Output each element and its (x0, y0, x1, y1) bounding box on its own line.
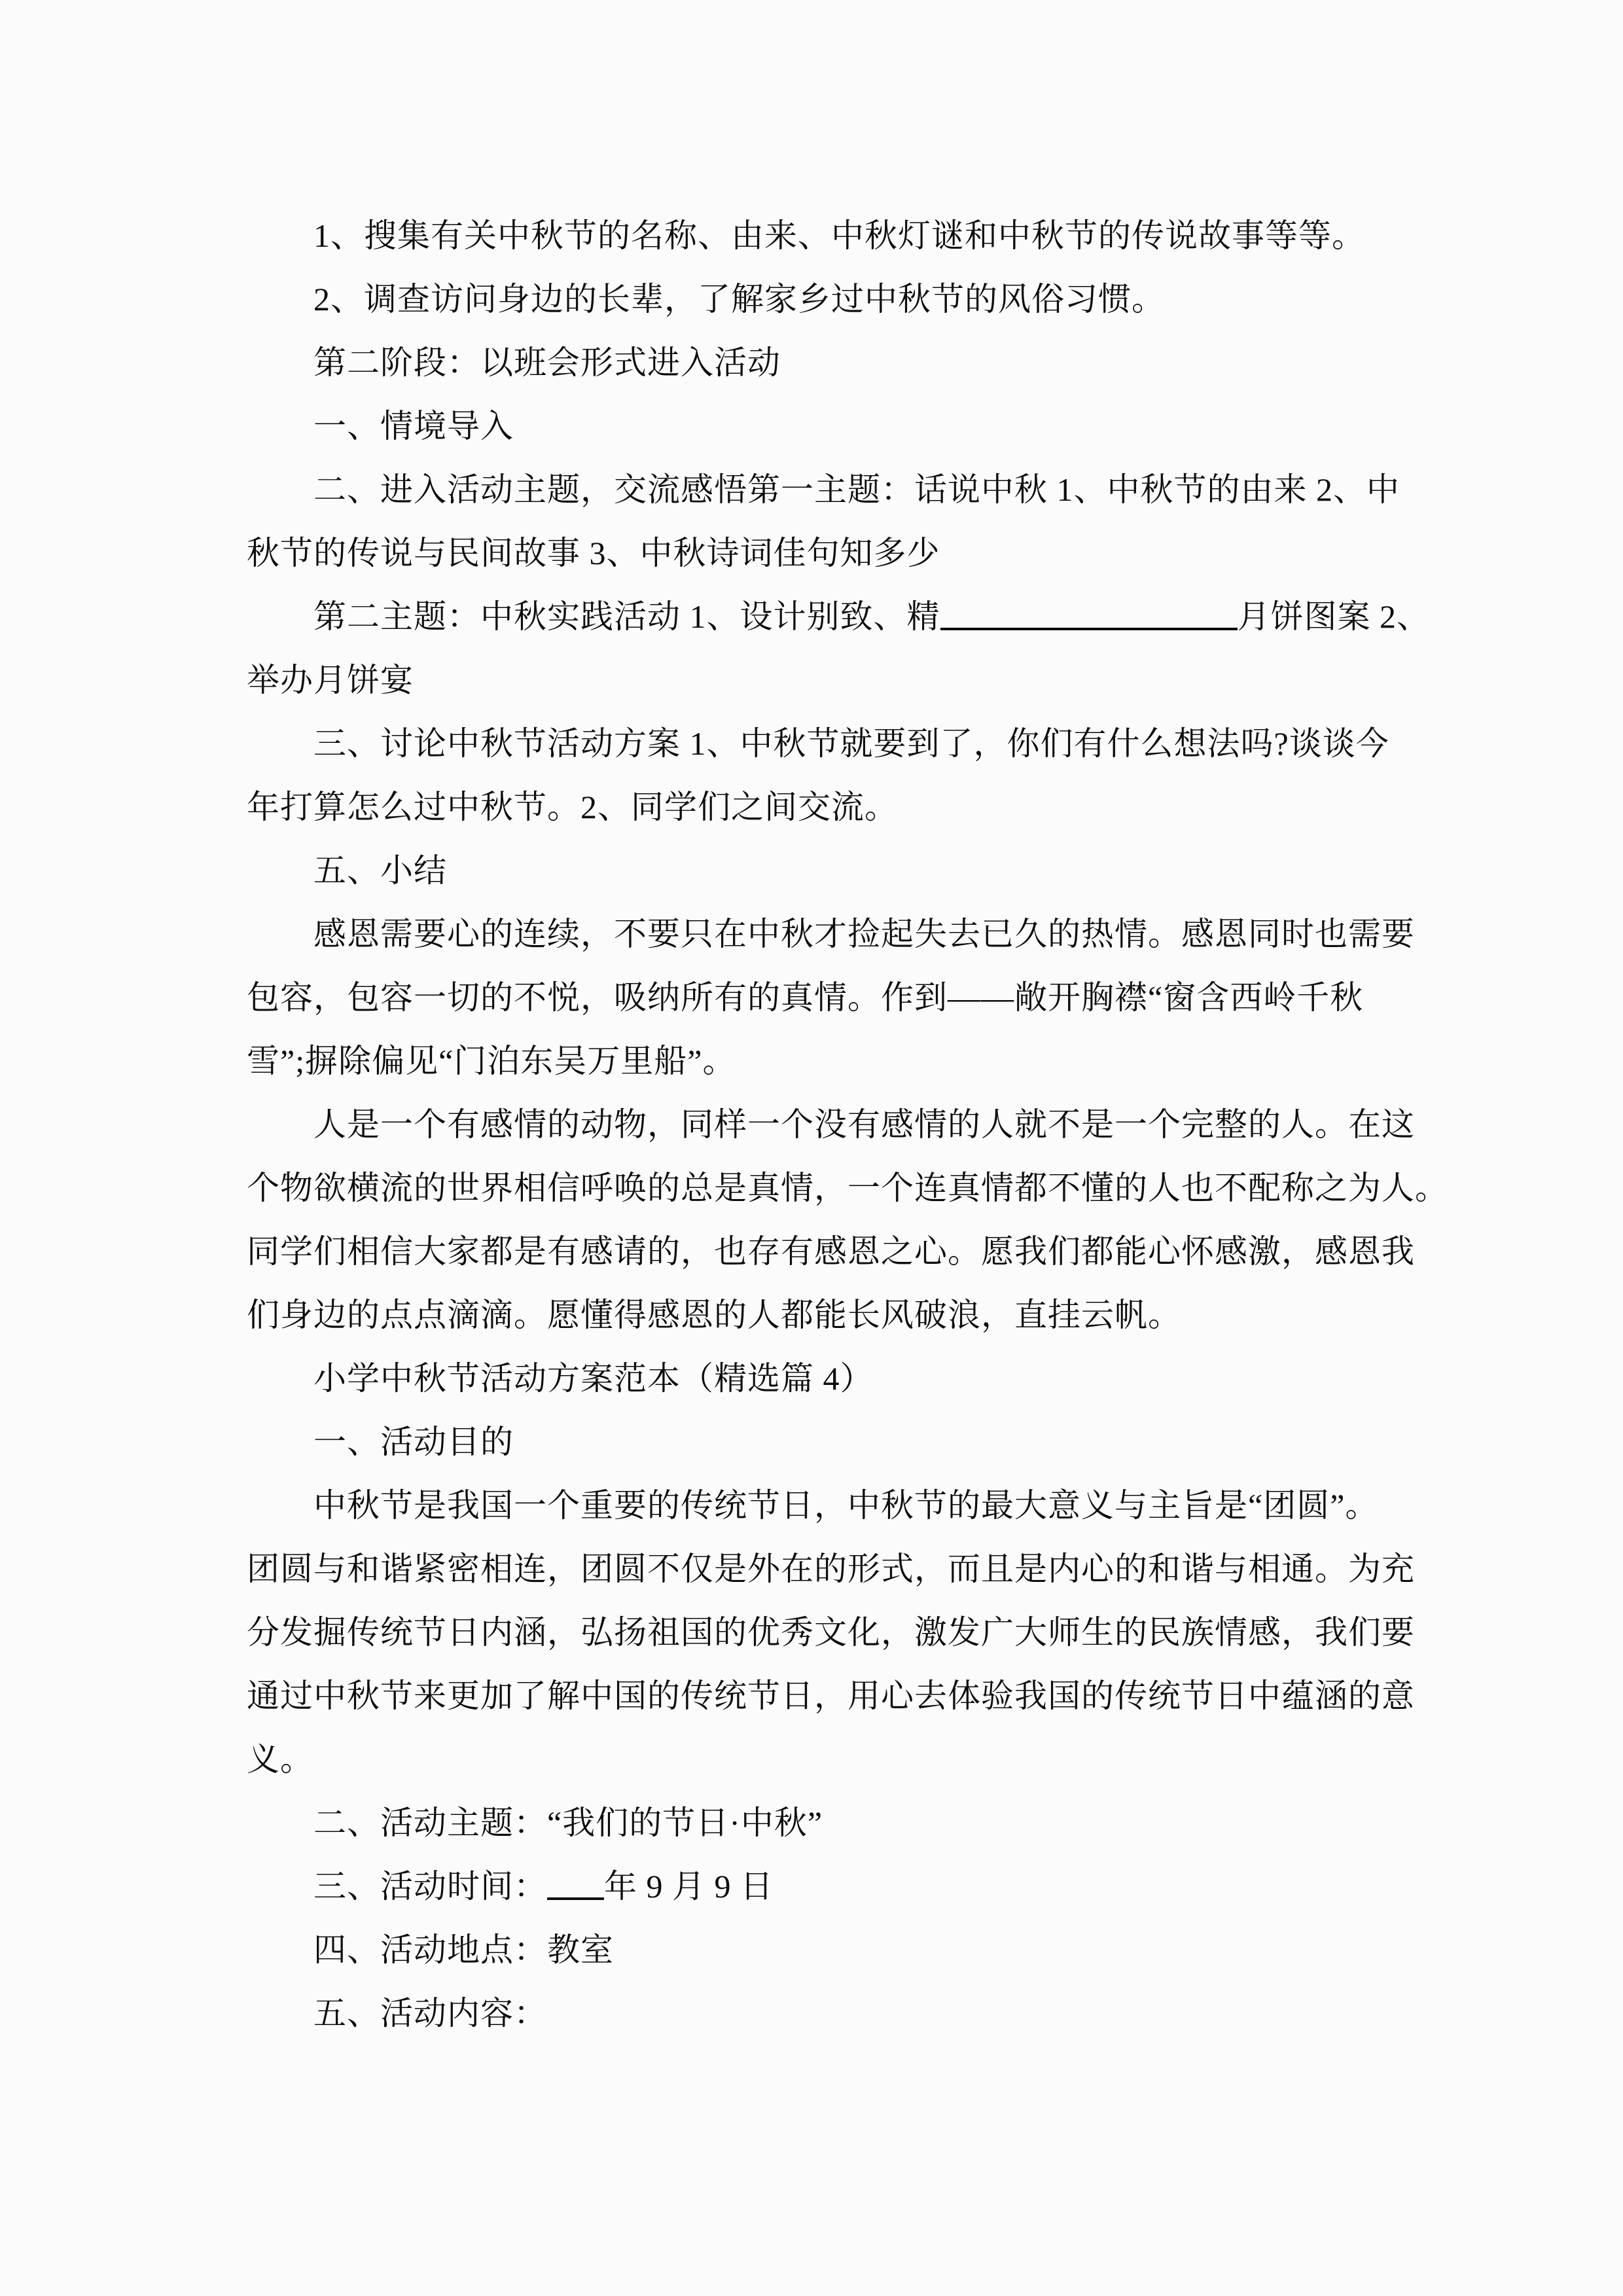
text-line (247, 839, 1427, 903)
text-run: 小学中秋节活动方案范本（精选篇 4） (313, 1360, 874, 1397)
text-run: 举办月饼宴 (247, 662, 414, 698)
text-line (247, 649, 1427, 712)
text-run: 第二主题：中秋实践活动 1、设计别致、精 (313, 598, 940, 635)
text-run: 第二阶段：以班会形式进入活动 (313, 344, 781, 381)
text-line (247, 966, 1427, 1030)
text-run: 包容，包容一切的不悦，吸纳所有的真情。作到――敞开胸襟“窗含西岭千秋 (247, 979, 1364, 1016)
text-line (247, 268, 1427, 331)
blank-underline (940, 598, 1238, 630)
text-run: 1、搜集有关中秋节的名称、由来、中秋灯谜和中秋节的传说故事等等。 (313, 217, 1365, 254)
text-run: 感恩需要心的连续，不要只在中秋才捡起失去已久的热情。感恩同时也需要 (313, 916, 1415, 952)
text-run: 三、活动时间： (313, 1868, 547, 1905)
text-line (247, 1157, 1448, 1220)
text-line (247, 522, 1427, 585)
text-line (247, 1410, 1427, 1474)
text-run: 通过中秋节来更加了解中国的传统节日，用心去体验我国的传统节日中蕴涵的意 (247, 1677, 1415, 1714)
text-line (247, 458, 1427, 522)
text-run: 2、调查访问身边的长辈，了解家乡过中秋节的风俗习惯。 (313, 281, 1165, 317)
text-run: 年打算怎么过中秋节。2、同学们之间交流。 (247, 789, 898, 825)
text-run: 年 9 月 9 日 (604, 1868, 774, 1905)
text-line (247, 1537, 1427, 1601)
text-line (247, 1664, 1427, 1728)
text-run: 团圆与和谐紧密相连，团圆不仅是外在的形式，而且是内心的和谐与相通。为充 (247, 1551, 1415, 1587)
text-line (247, 1283, 1427, 1347)
text-run: 分发掘传统节日内涵，弘扬祖国的优秀文化，激发广大师生的民族情感，我们要 (247, 1614, 1415, 1651)
text-line (247, 1347, 1427, 1410)
text-line (247, 1093, 1427, 1157)
text-run: 们身边的点点滴滴。愿懂得感恩的人都能长风破浪，直挂云帆。 (247, 1297, 1181, 1333)
text-run: 义。 (247, 1741, 313, 1778)
text-run: 雪”;摒除偏见“门泊东吴万里船”。 (247, 1043, 736, 1079)
text-line (247, 712, 1427, 776)
text-run: 人是一个有感情的动物，同样一个没有感情的人就不是一个完整的人。在这 (313, 1106, 1415, 1143)
text-run: 四、活动地点：教室 (313, 1931, 614, 1968)
text-line (247, 1728, 1427, 1791)
blank-underline (547, 1867, 604, 1900)
text-run: 一、情境导入 (313, 408, 514, 444)
text-run: 秋节的传说与民间故事 3、中秋诗词佳句知多少 (247, 535, 940, 571)
text-run: 五、活动内容： (313, 1995, 547, 2032)
text-run: 同学们相信大家都是有感请的，也存有感恩之心。愿我们都能心怀感激，感恩我 (247, 1233, 1415, 1270)
text-line (247, 776, 1427, 839)
text-line (247, 1474, 1427, 1537)
text-line (247, 1791, 1427, 1855)
text-line (247, 1982, 1427, 2045)
text-line (247, 903, 1427, 966)
text-line (247, 1601, 1427, 1664)
text-run: 二、活动主题：“我们的节日·中秋” (313, 1804, 823, 1841)
text-line (247, 1030, 1427, 1093)
text-run: 个物欲横流的世界相信呼唤的总是真情，一个连真情都不懂的人也不配称之为人。 (247, 1170, 1448, 1206)
text-run: 中秋节是我国一个重要的传统节日，中秋节的最大意义与主旨是“团圆”。 (313, 1487, 1379, 1524)
text-line (247, 585, 1430, 649)
text-run: 二、进入活动主题，交流感悟第一主题：话说中秋 1、中秋节的由来 2、中 (313, 471, 1400, 508)
text-line (247, 1855, 1427, 1918)
text-run: 三、讨论中秋节活动方案 1、中秋节就要到了，你们有什么想法吗?谈谈今 (313, 725, 1389, 762)
text-run: 五、小结 (313, 852, 447, 889)
text-line (247, 1220, 1427, 1283)
text-line (247, 331, 1427, 395)
text-line (247, 395, 1427, 458)
text-line (247, 204, 1427, 268)
text-run: 月饼图案 2、 (1237, 598, 1430, 635)
text-line (247, 1918, 1427, 1982)
text-run: 一、活动目的 (313, 1424, 514, 1460)
